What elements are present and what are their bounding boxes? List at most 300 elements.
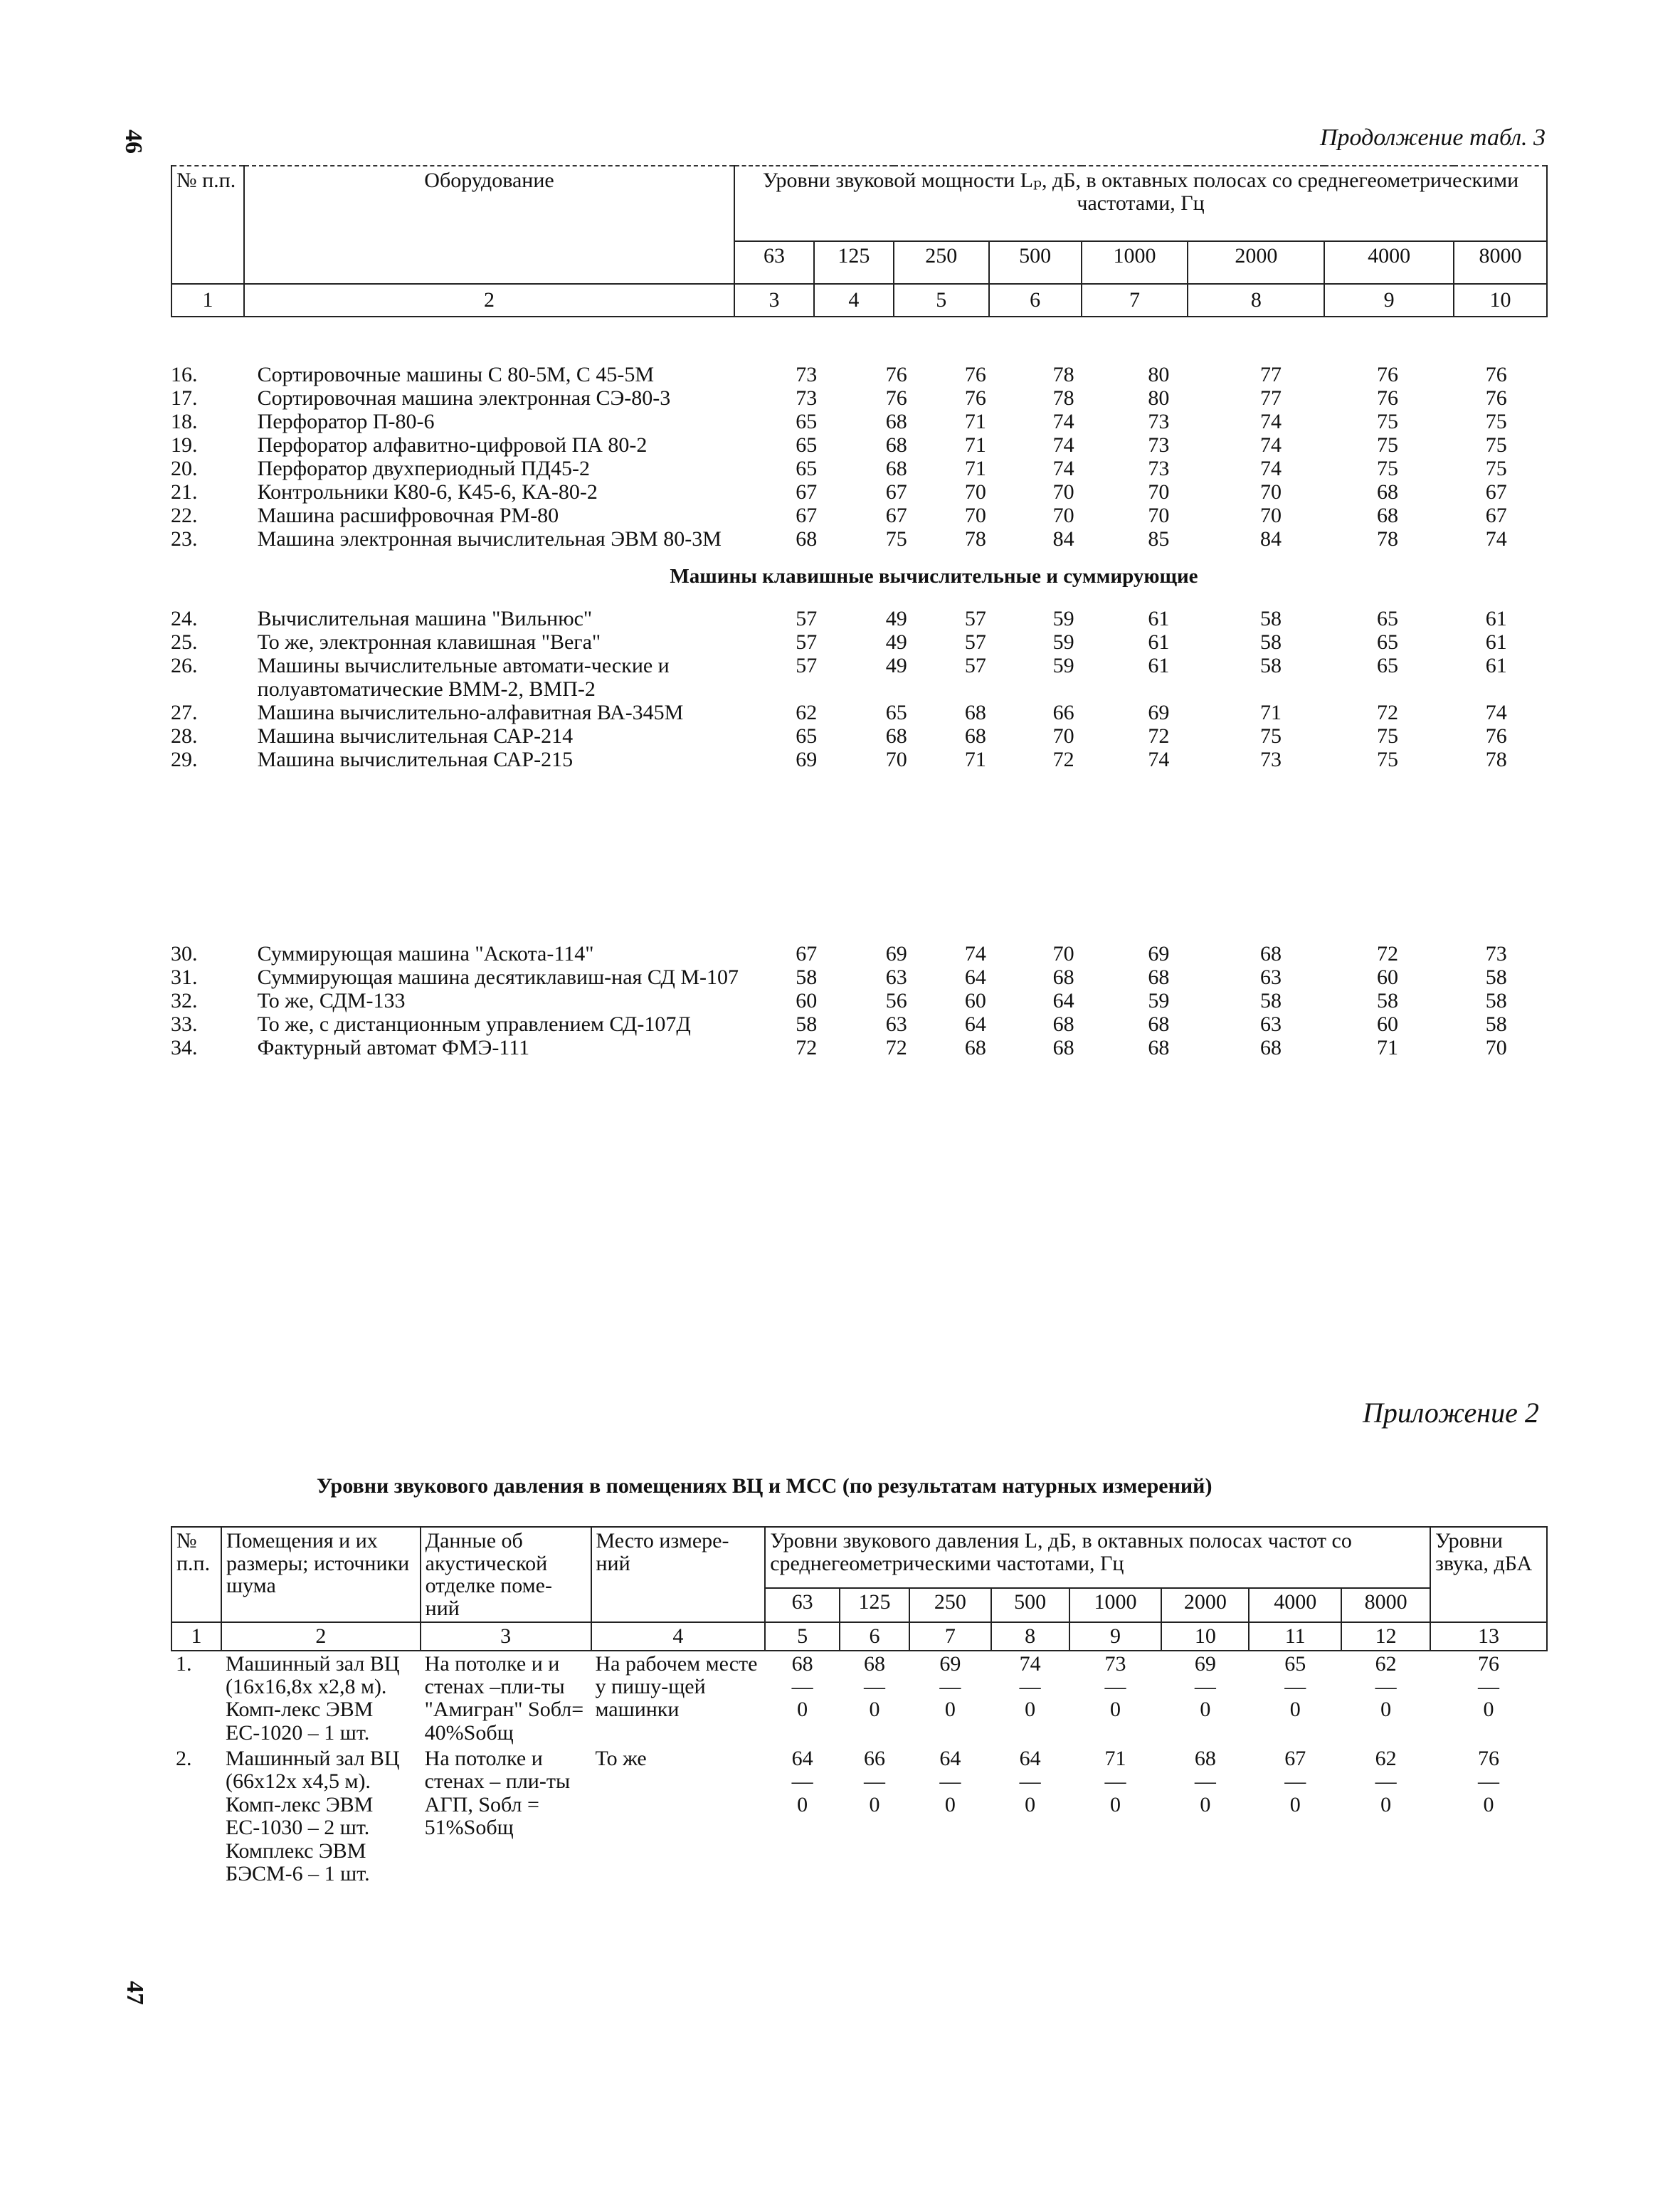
freq-125: 125 <box>840 1588 909 1622</box>
measurement-place: На рабочем месте у пишу-щей машинки <box>595 1651 758 1722</box>
table-row <box>171 965 1548 989</box>
level-value: 66 <box>1052 701 1074 724</box>
level-value: 70 <box>1260 504 1282 527</box>
level-fraction <box>991 1746 1069 1887</box>
level-value: 76 <box>1478 1651 1499 1676</box>
level-value: 49 <box>885 654 907 677</box>
column-number: 11 <box>1249 1622 1341 1651</box>
table-row <box>171 701 1548 724</box>
denominator-value: 0 <box>944 1698 956 1722</box>
denominator-value: 0 <box>1380 1792 1392 1816</box>
row-number: 22. <box>171 504 198 527</box>
table-row <box>171 1746 1547 1887</box>
level-value: 65 <box>796 457 818 480</box>
equipment-name: То же, электронная клавишная "Вега" <box>257 630 601 654</box>
level-value: 68 <box>1148 1036 1170 1059</box>
freq-2000: 2000 <box>1161 1588 1249 1622</box>
column-number: 2 <box>244 284 734 317</box>
freq-8000: 8000 <box>1341 1588 1430 1622</box>
level-value: 75 <box>1485 457 1507 480</box>
fraction-bar: — <box>1194 1674 1216 1698</box>
level-value: 68 <box>885 410 907 433</box>
row-number: 17. <box>171 386 198 410</box>
row-number: 16. <box>171 363 198 386</box>
level-value: 73 <box>796 386 818 410</box>
level-value: 67 <box>796 942 818 965</box>
level-value: 66 <box>863 1747 885 1771</box>
level-value: 68 <box>1260 942 1282 965</box>
level-value: 73 <box>1104 1651 1126 1676</box>
fraction-bar: — <box>1194 1769 1216 1794</box>
level-value: 80 <box>1148 363 1170 386</box>
level-value: 58 <box>1260 630 1282 654</box>
level-value: 76 <box>885 386 907 410</box>
level-value: 71 <box>1260 701 1282 724</box>
level-fraction <box>909 1651 991 1747</box>
table-row <box>171 363 1548 386</box>
level-value: 58 <box>1377 989 1399 1012</box>
column-number: 2 <box>221 1622 421 1651</box>
row-number: 2. <box>176 1747 192 1771</box>
level-value: 69 <box>1194 1651 1216 1676</box>
table-row <box>171 1651 1547 1747</box>
denominator-value: 0 <box>797 1792 808 1816</box>
level-value: 64 <box>939 1747 961 1771</box>
fraction-bar: — <box>1478 1674 1499 1698</box>
level-fraction <box>1430 1651 1547 1747</box>
fraction-bar: — <box>1019 1674 1041 1698</box>
level-value: 57 <box>796 630 818 654</box>
level-value: 63 <box>1260 965 1282 989</box>
fraction-bar: — <box>791 1674 813 1698</box>
level-value: 76 <box>1478 1747 1499 1771</box>
level-value: 74 <box>1260 457 1282 480</box>
column-number: 8 <box>991 1622 1069 1651</box>
level-value: 76 <box>1377 386 1399 410</box>
level-value: 71 <box>1104 1747 1126 1771</box>
level-value: 58 <box>1485 965 1507 989</box>
level-value: 64 <box>964 1012 986 1036</box>
level-value: 63 <box>1260 1012 1282 1036</box>
equipment-name: То же, с дистанционным управлением СД-107Д <box>257 1012 691 1036</box>
fraction-bar: — <box>1375 1674 1397 1698</box>
section-heading: Машины клавишные вычислительные и суммирующие <box>670 565 1198 588</box>
level-value: 78 <box>1377 527 1399 551</box>
level-value: 72 <box>1377 701 1399 724</box>
column-number: 13 <box>1430 1622 1547 1651</box>
level-value: 60 <box>964 989 986 1012</box>
level-value: 68 <box>964 724 986 748</box>
denominator-value: 0 <box>1200 1792 1211 1816</box>
level-value: 70 <box>1052 724 1074 748</box>
table2 <box>171 1526 1548 1887</box>
level-value: 84 <box>1260 527 1282 551</box>
freq-2000: 2000 <box>1188 241 1324 284</box>
level-value: 57 <box>796 607 818 630</box>
equipment-name: Машина расшифровочная РМ-80 <box>257 504 559 527</box>
level-value: 75 <box>1260 724 1282 748</box>
t2-head-rooms: Помещения и их размеры; источники шума <box>221 1527 421 1622</box>
level-value: 57 <box>964 654 986 677</box>
row-number: 27. <box>171 701 198 724</box>
level-value: 69 <box>885 942 907 965</box>
level-value: 64 <box>1019 1747 1041 1771</box>
level-value: 60 <box>1377 1012 1399 1036</box>
level-value: 76 <box>964 386 986 410</box>
row-number: 33. <box>171 1012 198 1036</box>
level-value: 62 <box>1375 1651 1397 1676</box>
level-value: 73 <box>1485 942 1507 965</box>
level-value: 67 <box>796 504 818 527</box>
column-number: 7 <box>1082 284 1188 317</box>
level-value: 76 <box>885 363 907 386</box>
equipment-name: Фактурный автомат ФМЭ-111 <box>257 1036 530 1059</box>
level-value: 61 <box>1148 607 1170 630</box>
table1-header <box>171 165 1548 317</box>
row-number: 19. <box>171 433 198 457</box>
level-value: 63 <box>885 965 907 989</box>
table-row <box>171 989 1548 1012</box>
level-value: 75 <box>1377 410 1399 433</box>
level-value: 67 <box>1485 504 1507 527</box>
level-value: 74 <box>1019 1651 1041 1676</box>
level-value: 73 <box>1148 410 1170 433</box>
level-value: 67 <box>885 504 907 527</box>
level-fraction <box>1341 1651 1430 1747</box>
level-value: 60 <box>1377 965 1399 989</box>
level-value: 72 <box>885 1036 907 1059</box>
level-value: 49 <box>885 607 907 630</box>
row-number: 23. <box>171 527 198 551</box>
level-value: 65 <box>1284 1651 1306 1676</box>
level-value: 68 <box>885 433 907 457</box>
table-row <box>171 607 1548 630</box>
level-value: 74 <box>1260 410 1282 433</box>
level-value: 74 <box>1260 433 1282 457</box>
fraction-bar: — <box>1104 1674 1126 1698</box>
level-value: 76 <box>1377 363 1399 386</box>
column-number: 7 <box>909 1622 991 1651</box>
level-value: 74 <box>1052 457 1074 480</box>
level-fraction <box>1341 1746 1430 1887</box>
level-fraction <box>840 1746 909 1887</box>
level-value: 68 <box>863 1651 885 1676</box>
level-value: 74 <box>1052 410 1074 433</box>
level-value: 65 <box>796 410 818 433</box>
denominator-value: 0 <box>1200 1698 1211 1722</box>
level-value: 74 <box>1485 701 1507 724</box>
level-value: 63 <box>885 1012 907 1036</box>
level-value: 67 <box>885 480 907 504</box>
equipment-name: Сортировочная машина электронная СЭ-80-3 <box>257 386 671 410</box>
equipment-name: Сортировочные машины С 80-5М, С 45-5М <box>257 363 655 386</box>
level-fraction <box>1249 1746 1341 1887</box>
level-value: 61 <box>1148 654 1170 677</box>
denominator-value: 0 <box>1110 1792 1121 1816</box>
table-row <box>171 386 1548 410</box>
denominator-value: 0 <box>869 1698 880 1722</box>
level-value: 69 <box>796 748 818 771</box>
table-row <box>171 630 1548 654</box>
level-value: 68 <box>885 457 907 480</box>
equipment-name: Машина вычислительная САР-215 <box>257 748 574 771</box>
freq-63: 63 <box>765 1588 840 1622</box>
t2-head-num: № п.п. <box>171 1527 221 1622</box>
equipment-name: Перфоратор П-80-6 <box>257 410 435 433</box>
level-value: 73 <box>1148 457 1170 480</box>
freq-250: 250 <box>894 241 989 284</box>
t2-head-place: Место измере-ний <box>591 1527 766 1622</box>
column-number: 1 <box>171 284 244 317</box>
level-value: 73 <box>796 363 818 386</box>
level-value: 68 <box>964 1036 986 1059</box>
row-number: 29. <box>171 748 198 771</box>
equipment-name: Машины вычислительные автомати-ческие и полуавтоматические ВММ-2, ВМП-2 <box>257 654 670 701</box>
table1-group-1 <box>171 363 1548 551</box>
column-number: 3 <box>734 284 814 317</box>
t2-head-levels: Уровни звукового давления L, дБ, в октавных полосах частот со среднегеометрическими частотами, Гц <box>765 1527 1430 1588</box>
level-value: 65 <box>1377 654 1399 677</box>
level-value: 69 <box>939 1651 961 1676</box>
level-value: 64 <box>964 965 986 989</box>
table-row <box>171 724 1548 748</box>
level-value: 68 <box>1377 480 1399 504</box>
level-value: 59 <box>1052 654 1074 677</box>
level-value: 68 <box>1052 1012 1074 1036</box>
level-value: 74 <box>1052 433 1074 457</box>
fraction-bar: — <box>1284 1769 1306 1794</box>
table-row <box>171 504 1548 527</box>
level-value: 58 <box>1485 1012 1507 1036</box>
table-row <box>171 1036 1548 1059</box>
equipment-name: Контрольники К80-6, К45-6, КА-80-2 <box>257 480 598 504</box>
level-value: 67 <box>1284 1747 1306 1771</box>
measurement-place: То же <box>595 1747 647 1771</box>
column-number: 4 <box>591 1622 766 1651</box>
level-value: 76 <box>1485 386 1507 410</box>
table-row <box>171 748 1548 771</box>
level-value: 70 <box>1485 1036 1507 1059</box>
equipment-name: Машина электронная вычислительная ЭВМ 80-3М <box>257 527 722 551</box>
level-fraction <box>765 1746 840 1887</box>
level-value: 57 <box>964 630 986 654</box>
level-value: 75 <box>1485 433 1507 457</box>
level-value: 71 <box>964 433 986 457</box>
level-value: 71 <box>964 457 986 480</box>
level-value: 75 <box>1377 457 1399 480</box>
level-value: 70 <box>885 748 907 771</box>
level-value: 64 <box>1052 989 1074 1012</box>
level-value: 77 <box>1260 386 1282 410</box>
level-value: 75 <box>1377 724 1399 748</box>
table-row <box>171 457 1548 480</box>
table-row <box>171 527 1548 551</box>
table-row <box>171 433 1548 457</box>
denominator-value: 0 <box>1025 1792 1036 1816</box>
level-value: 65 <box>796 724 818 748</box>
equipment-name: Перфоратор алфавитно-цифровой ПА 80-2 <box>257 433 648 457</box>
level-value: 68 <box>964 701 986 724</box>
column-number: 8 <box>1188 284 1324 317</box>
table-row <box>171 654 1548 701</box>
table-row <box>171 1012 1548 1036</box>
t1-head-num: № п.п. <box>171 166 244 284</box>
level-fraction <box>1161 1651 1249 1747</box>
level-fraction <box>1161 1746 1249 1887</box>
freq-500: 500 <box>989 241 1082 284</box>
row-number: 18. <box>171 410 198 433</box>
freq-1000: 1000 <box>1069 1588 1162 1622</box>
level-value: 78 <box>964 527 986 551</box>
level-fraction <box>909 1746 991 1887</box>
row-number: 32. <box>171 989 198 1012</box>
column-number: 4 <box>814 284 894 317</box>
level-value: 68 <box>1194 1747 1216 1771</box>
level-value: 68 <box>885 724 907 748</box>
freq-8000: 8000 <box>1454 241 1547 284</box>
level-value: 75 <box>885 527 907 551</box>
level-value: 68 <box>1052 1036 1074 1059</box>
level-value: 65 <box>1377 630 1399 654</box>
equipment-name: Вычислительная машина "Вильнюс" <box>257 607 593 630</box>
equipment-name: Машина вычислительно-алфавитная ВА-345М <box>257 701 684 724</box>
row-number: 34. <box>171 1036 198 1059</box>
level-value: 72 <box>1148 724 1170 748</box>
level-value: 59 <box>1052 630 1074 654</box>
row-number: 26. <box>171 654 198 677</box>
level-fraction <box>840 1651 909 1747</box>
denominator-value: 0 <box>1289 1792 1301 1816</box>
table-row <box>171 942 1548 965</box>
level-fraction <box>1430 1746 1547 1887</box>
level-value: 68 <box>796 527 818 551</box>
level-value: 74 <box>964 942 986 965</box>
fraction-bar: — <box>1104 1769 1126 1794</box>
level-fraction <box>1069 1746 1162 1887</box>
row-number: 1. <box>176 1651 192 1676</box>
level-value: 68 <box>1148 965 1170 989</box>
level-value: 77 <box>1260 363 1282 386</box>
level-value: 69 <box>1148 701 1170 724</box>
equipment-name: Суммирующая машина десятиклавиш-ная СД М-107 <box>257 965 739 989</box>
level-value: 78 <box>1485 748 1507 771</box>
row-number: 25. <box>171 630 198 654</box>
column-number: 6 <box>989 284 1082 317</box>
appendix-label: Приложение 2 <box>1363 1397 1539 1429</box>
level-value: 69 <box>1148 942 1170 965</box>
denominator-value: 0 <box>869 1792 880 1816</box>
level-value: 68 <box>791 1651 813 1676</box>
level-value: 65 <box>1377 607 1399 630</box>
row-number: 21. <box>171 480 198 504</box>
level-value: 70 <box>1148 504 1170 527</box>
level-value: 68 <box>1260 1036 1282 1059</box>
table1-group-2 <box>171 607 1548 771</box>
equipment-name: Перфоратор двухпериодный ПД45-2 <box>257 457 590 480</box>
level-value: 70 <box>964 480 986 504</box>
column-number: 5 <box>765 1622 840 1651</box>
level-fraction <box>765 1651 840 1747</box>
level-value: 68 <box>1377 504 1399 527</box>
level-value: 61 <box>1485 607 1507 630</box>
fraction-bar: — <box>1284 1674 1306 1698</box>
level-value: 70 <box>1260 480 1282 504</box>
level-value: 64 <box>791 1747 813 1771</box>
denominator-value: 0 <box>1380 1698 1392 1722</box>
level-value: 65 <box>885 701 907 724</box>
fraction-bar: — <box>863 1674 885 1698</box>
level-value: 58 <box>1485 989 1507 1012</box>
level-value: 57 <box>964 607 986 630</box>
fraction-bar: — <box>863 1769 885 1794</box>
level-value: 56 <box>885 989 907 1012</box>
column-number: 10 <box>1454 284 1547 317</box>
level-value: 59 <box>1052 607 1074 630</box>
table1-body <box>171 363 1548 1059</box>
denominator-value: 0 <box>1289 1698 1301 1722</box>
level-value: 62 <box>796 701 818 724</box>
level-value: 70 <box>964 504 986 527</box>
table2-body <box>171 1651 1547 1888</box>
column-number: 12 <box>1341 1622 1430 1651</box>
column-number: 5 <box>894 284 989 317</box>
fraction-bar: — <box>939 1769 961 1794</box>
freq-63: 63 <box>734 241 814 284</box>
acoustic-finish: На потолке и и стенах –пли-ты "Амигран" Sобл= 40%Sобщ <box>424 1651 584 1745</box>
denominator-value: 0 <box>1110 1698 1121 1722</box>
level-value: 73 <box>1260 748 1282 771</box>
room-description: Машинный зал ВЦ (16х16,8х х2,8 м). Комп-лекс ЭВМ ЕС-1020 – 1 шт. <box>225 1651 400 1745</box>
row-number: 24. <box>171 607 198 630</box>
column-number: 6 <box>840 1622 909 1651</box>
page-number-top: 46 <box>120 129 147 154</box>
level-value: 61 <box>1148 630 1170 654</box>
level-value: 67 <box>796 480 818 504</box>
level-value: 70 <box>1148 480 1170 504</box>
level-fraction <box>1069 1651 1162 1747</box>
column-number: 9 <box>1069 1622 1162 1651</box>
level-value: 72 <box>1377 942 1399 965</box>
freq-250: 250 <box>909 1588 991 1622</box>
denominator-value: 0 <box>1025 1698 1036 1722</box>
table-row <box>171 480 1548 504</box>
freq-125: 125 <box>814 241 894 284</box>
table-row <box>171 410 1548 433</box>
row-number: 28. <box>171 724 198 748</box>
t2-colnum-row <box>171 1622 1547 1651</box>
level-value: 61 <box>1485 654 1507 677</box>
level-value: 65 <box>796 433 818 457</box>
level-value: 67 <box>1485 480 1507 504</box>
level-value: 58 <box>796 1012 818 1036</box>
level-value: 84 <box>1052 527 1074 551</box>
level-value: 75 <box>1377 748 1399 771</box>
level-value: 71 <box>1377 1036 1399 1059</box>
level-value: 72 <box>1052 748 1074 771</box>
fraction-bar: — <box>1019 1769 1041 1794</box>
fraction-bar: — <box>1375 1769 1397 1794</box>
level-value: 76 <box>1485 363 1507 386</box>
level-value: 78 <box>1052 363 1074 386</box>
level-value: 85 <box>1148 527 1170 551</box>
fraction-bar: — <box>939 1674 961 1698</box>
t1-head-levels: Уровни звуковой мощности Lₚ, дБ, в октавных полосах со среднегеометрическими частотами, Гц <box>734 166 1547 241</box>
page-number-bottom: 47 <box>122 1981 148 2005</box>
level-value: 58 <box>1260 607 1282 630</box>
level-value: 70 <box>1052 942 1074 965</box>
level-fraction <box>1249 1651 1341 1747</box>
level-value: 71 <box>964 410 986 433</box>
